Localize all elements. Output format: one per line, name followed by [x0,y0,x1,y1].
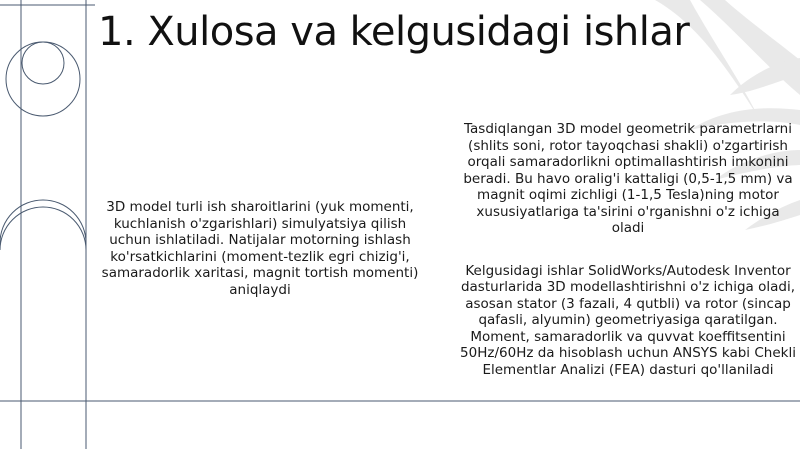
left-paragraph: 3D model turli ish sharoitlarini (yuk momenti, kuchlanish o'zgarishlari) simulyatsiya qilish uchun ishlatiladi. Natijalar motorning ishlash ko'rsatkichlarini (moment-tezlik egri chizig'i, samaradorlik xaritasi, magnit tortish momenti) aniqlaydi [101,199,419,298]
right-text-column [460,121,796,378]
slide-title: 1. Xulosa va kelgusidagi ishlar [98,9,690,55]
right-paragraph-future-work: Kelgusidagi ishlar SolidWorks/Autodesk Inventor dasturlarida 3D modellashtirishni o'z ichiga oladi, asosan stator (3 fazali, 4 qutbli) va rotor (sincap qafasli, alyumin) geometriyasiga qaratilgan. Moment, samaradorlik va quvvat koeffitsentini 50Hz/60Hz da hisoblash uchun ANSYS kabi Chekli Elementlar Analizi (FEA) dasturi qo'llaniladi [460,262,796,378]
circle-small [22,42,64,84]
circle-medium [6,42,80,116]
arc-lower [0,207,86,250]
left-text-column [96,199,424,298]
right-paragraph-optimization: Tasdiqlangan 3D model geometrik parametrlarni (shlits soni, rotor tayoqchasi shakli) o'zgartirish orqali samaradorlikni optimallashtirish imkonini beradi. Bu havo oralig'i kattaligi (0,5-1,5 mm) va magnit oqimi zichligi (1-1,5 Tesla)ning motor xususiyatlariga ta'sirini o'rganishni o'z ichiga oladi [463,121,793,236]
arc-upper [0,200,86,243]
